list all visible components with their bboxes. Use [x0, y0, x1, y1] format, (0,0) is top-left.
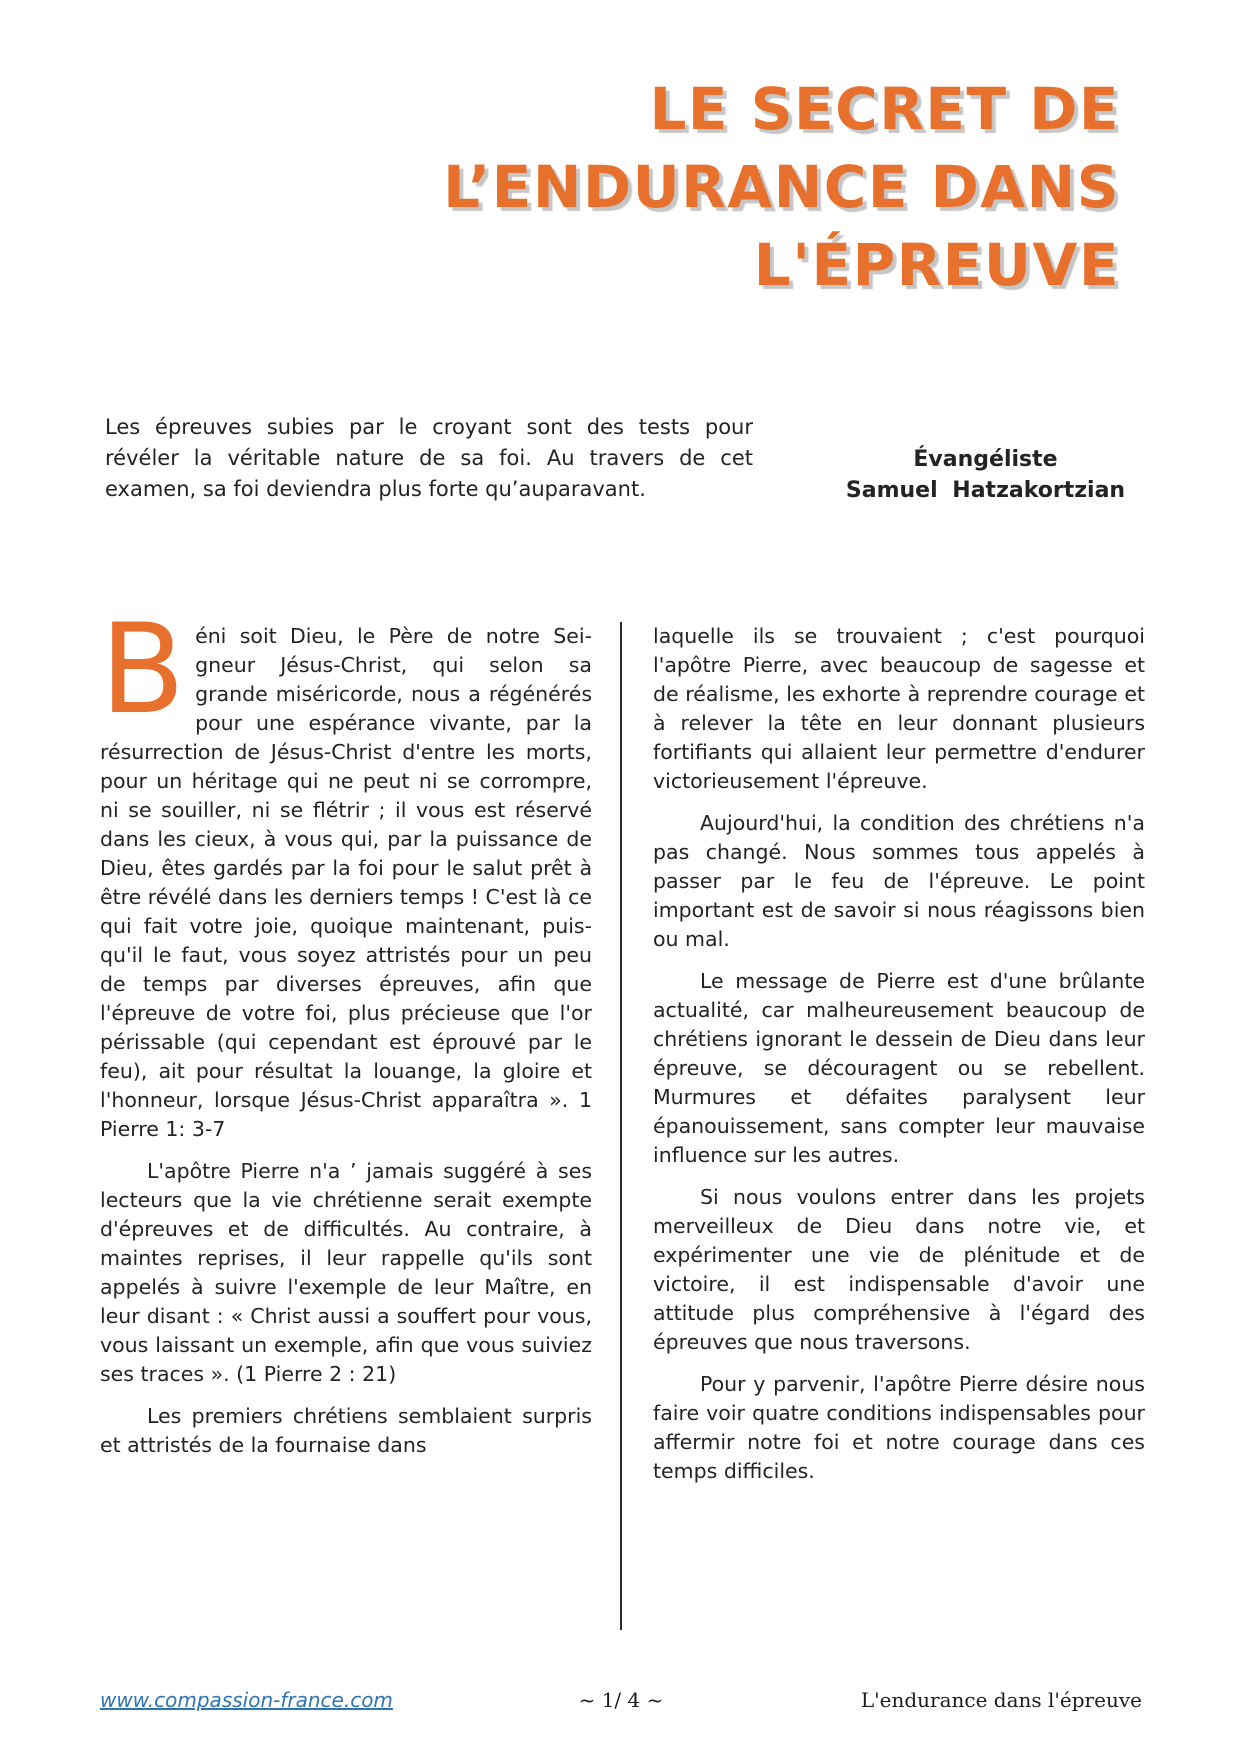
intro-paragraph: Les épreuves subies par le croyant sont des tests pour révéler la véritable nature de sa foi. Au travers de cet examen, sa foi deviendra plus forte qu’auparavant.	[105, 415, 753, 501]
paragraph-text: éni soit Dieu, le Père de notre Seigneur Jésus-Christ, qui selon sa grande miséricorde, nous a régénérés pour une espérance vivante, par la résurrection de Jésus-Christ d'entre les morts, pour un héritage qui ne peut ni se corrompre, ni se souiller, ni se flétrir ; il vous est réservé dans les cieux, à vous qui, par la puissance de Dieu, êtes gardés par la foi pour le salut prêt à être révélé dans les derniers temps ! C'est là ce qui fait votre joie, quoique maintenant, puisqu'il le faut, vous soyez attristés pour un peu de temps par diverses épreuves, afin que l'épreuve de votre foi, plus précieuse que l'or périssable (qui cependant est éprouvé par le feu), ait pour résultat la louange, la gloire et l'honneur, lorsque Jésus-Christ apparaîtra ». 1 Pierre 1: 3-7	[100, 624, 592, 1141]
website-link[interactable]: www.compassion-france.com	[100, 1688, 393, 1712]
title-line-2: L’ENDURANCE DANS	[443, 153, 1120, 221]
body-paragraph: Aujourd'hui, la condition des chrétiens n'a pas changé. Nous sommes tous appelés à passer par le feu de l'épreuve. Le point important est de savoir si nous réagissons bien ou mal.	[653, 811, 1145, 951]
body-paragraph: Le message de Pierre est d'une brûlante actualité, car malheureusement beaucoup de chrétiens ignorant le dessein de Dieu dans leur épreuve, se découragent ou se rebellent. Murmures et défaites paralysent leur épanouissement, sans compter leur mauvaise influence sur les autres.	[653, 969, 1145, 1167]
document-title	[260, 70, 1120, 304]
body-column-left	[100, 598, 592, 1473]
author-role: Évangéliste	[913, 447, 1058, 472]
title-line-3: L'ÉPREUVE	[753, 231, 1120, 299]
body-paragraph: Les premiers chrétiens semblaient surpris et attristés de la fournaise dans	[100, 1404, 592, 1457]
page-number: ~ 1/ 4 ~	[578, 1688, 664, 1712]
column-divider	[620, 622, 622, 1630]
author-name: Samuel Hatzakortzian	[845, 478, 1126, 503]
body-column-right	[653, 622, 1145, 1499]
footer-doc-title: L'endurance dans l'épreuve	[860, 1688, 1142, 1712]
body-paragraph: Si nous voulons entrer dans les projets merveilleux de Dieu dans notre vie, et expérimenter une vie de plénitude et de victoire, il est indispensable d'avoir une attitude plus compréhensive à l'égard des épreuves que nous traversons.	[653, 1185, 1145, 1354]
body-paragraph: Pour y parvenir, l'apôtre Pierre désire nous faire voir quatre conditions indispensables pour affermir notre foi et notre courage dans ces temps difficiles.	[653, 1372, 1145, 1483]
author-byline	[828, 444, 1143, 506]
drop-cap: B	[100, 598, 186, 742]
body-paragraph: laquelle ils se trouvaient ; c'est pourquoi l'apôtre Pierre, avec beaucoup de sagesse et de réalisme, les exhorte à reprendre courage et à relever la tête en leur donnant plusieurs fortifiants qui allaient leur permettre d'endurer victorieusement l'épreuve.	[653, 624, 1145, 793]
body-paragraph	[100, 598, 592, 1144]
page-footer	[100, 1688, 1142, 1712]
body-paragraph: L'apôtre Pierre n'a ’ jamais suggéré à ses lecteurs que la vie chrétienne serait exempte d'épreuves et de difficultés. Au contraire, à maintes reprises, il leur rappelle qu'ils sont appelés à suivre l'exemple de leur Maître, en leur disant : « Christ aussi a souffert pour vous, vous laissant un exemple, afin que vous suiviez ses traces ». (1 Pierre 2 : 21)	[100, 1159, 592, 1386]
title-line-1: LE SECRET DE	[649, 75, 1120, 143]
